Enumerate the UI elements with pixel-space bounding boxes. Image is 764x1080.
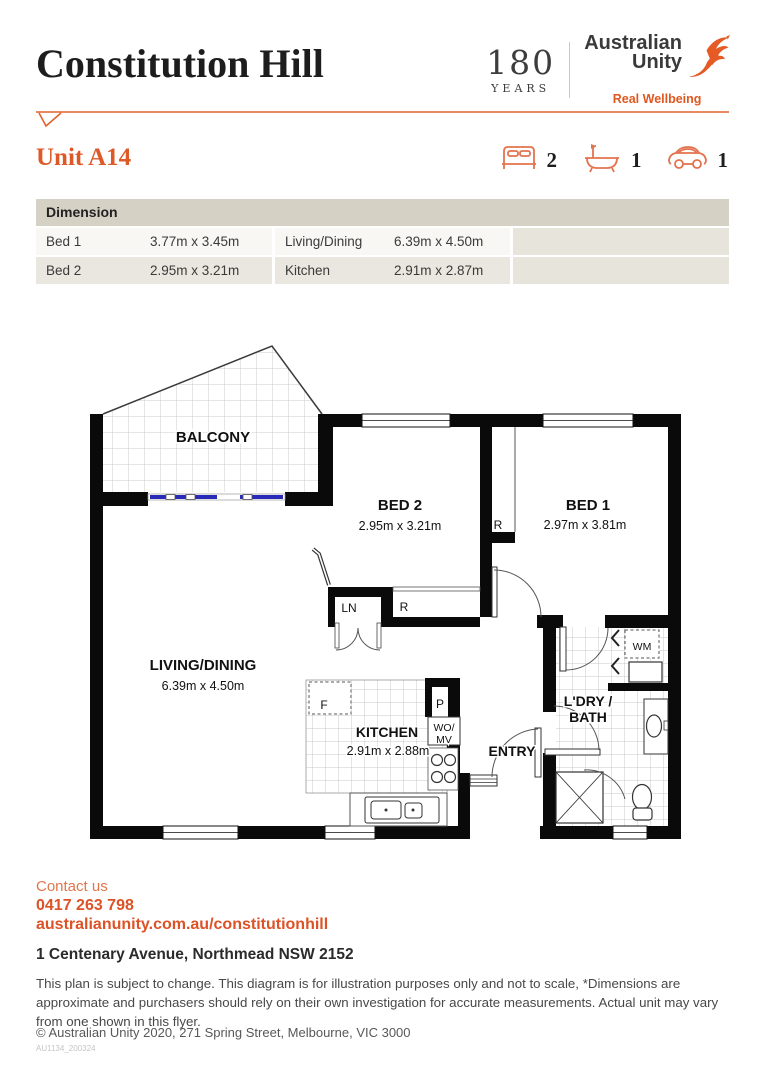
room-name: Living/Dining: [272, 228, 384, 255]
copyright-text: © Australian Unity 2020, 271 Spring Street, Melbourne, VIC 3000: [36, 1025, 411, 1040]
years-word: YEARS: [491, 81, 551, 95]
room-label-entry: ENTRY: [488, 743, 536, 759]
label-robe-1: R: [493, 518, 503, 532]
label-pantry: P: [435, 697, 445, 711]
fridge-space: [309, 682, 351, 714]
label-washing-machine: WM: [632, 641, 652, 653]
room-label-living: LIVING/DINING: [149, 657, 257, 674]
disclaimer-text: This plan is subject to change. This diagram is for illustration purposes only and not to scale, *Dimensions are approximate and purchasers should rely on their own investigation for accurate measurements. Actual unit may vary from one shown in this flyer.: [36, 976, 719, 1029]
room-size: 6.39m x 4.50m: [384, 228, 510, 255]
basin: [644, 699, 668, 754]
room-label-laundry-1: L'DRY /: [563, 693, 613, 709]
years-number: 180: [486, 42, 556, 82]
brand-line1: Australian: [584, 32, 682, 54]
label-fridge: F: [320, 698, 328, 712]
brand-line2: Unity: [632, 51, 682, 73]
room-label-bed1: BED 1: [565, 497, 611, 514]
robe-opening: [393, 587, 480, 591]
room-name: Bed 2: [36, 257, 140, 284]
room-size: 3.77m x 3.45m: [140, 228, 272, 255]
label-robe-2: R: [399, 600, 409, 614]
room-label-laundry-2: BATH: [569, 709, 607, 725]
car-count: 1: [717, 148, 728, 172]
label-linen: LN: [341, 601, 357, 615]
page-title: Constitution Hill: [36, 41, 324, 86]
document-code: AU1134_200324: [36, 1044, 96, 1053]
linen-doors: [335, 623, 381, 650]
sliding-door: [148, 494, 285, 500]
room-dim-bed2: 2.95m x 3.21m: [358, 519, 442, 533]
bed-count: 2: [546, 148, 557, 172]
room-size: 2.95m x 3.21m: [140, 257, 272, 284]
brand-tagline: Real Wellbeing: [612, 92, 702, 106]
room-label-kitchen: KITCHEN: [355, 724, 419, 740]
toilet: [633, 785, 653, 821]
room-dim-kitchen: 2.91m x 2.88m: [346, 744, 430, 758]
bed2-door: [313, 549, 329, 585]
balcony-floor: [103, 346, 322, 492]
room-label-balcony: BALCONY: [175, 429, 251, 446]
contact-heading: Contact us: [36, 878, 108, 895]
bath-count: 1: [631, 148, 642, 172]
label-wall-oven-1: WO/: [433, 722, 455, 734]
room-name: Bed 1: [36, 228, 140, 255]
bed1-door: [492, 567, 541, 617]
room-label-bed2: BED 2: [377, 497, 423, 514]
room-name: Kitchen: [272, 257, 384, 284]
cooktop: [428, 748, 458, 790]
room-dim-living: 6.39m x 4.50m: [161, 679, 245, 693]
contact-phone[interactable]: 0417 263 798: [36, 897, 134, 914]
kitchen-sink: [350, 793, 447, 826]
dimension-table-header: Dimension: [36, 199, 729, 226]
contact-url-link[interactable]: australianunity.com.au/constitutionhill: [36, 916, 329, 933]
room-dim-bed1: 2.97m x 3.81m: [543, 518, 627, 532]
unit-title: Unit A14: [36, 144, 132, 171]
laundry-tub: [629, 662, 662, 682]
label-wall-oven-2: MV: [436, 734, 452, 746]
room-size: 2.91m x 2.87m: [384, 257, 510, 284]
property-address: 1 Centenary Avenue, Northmead NSW 2152: [36, 946, 354, 963]
